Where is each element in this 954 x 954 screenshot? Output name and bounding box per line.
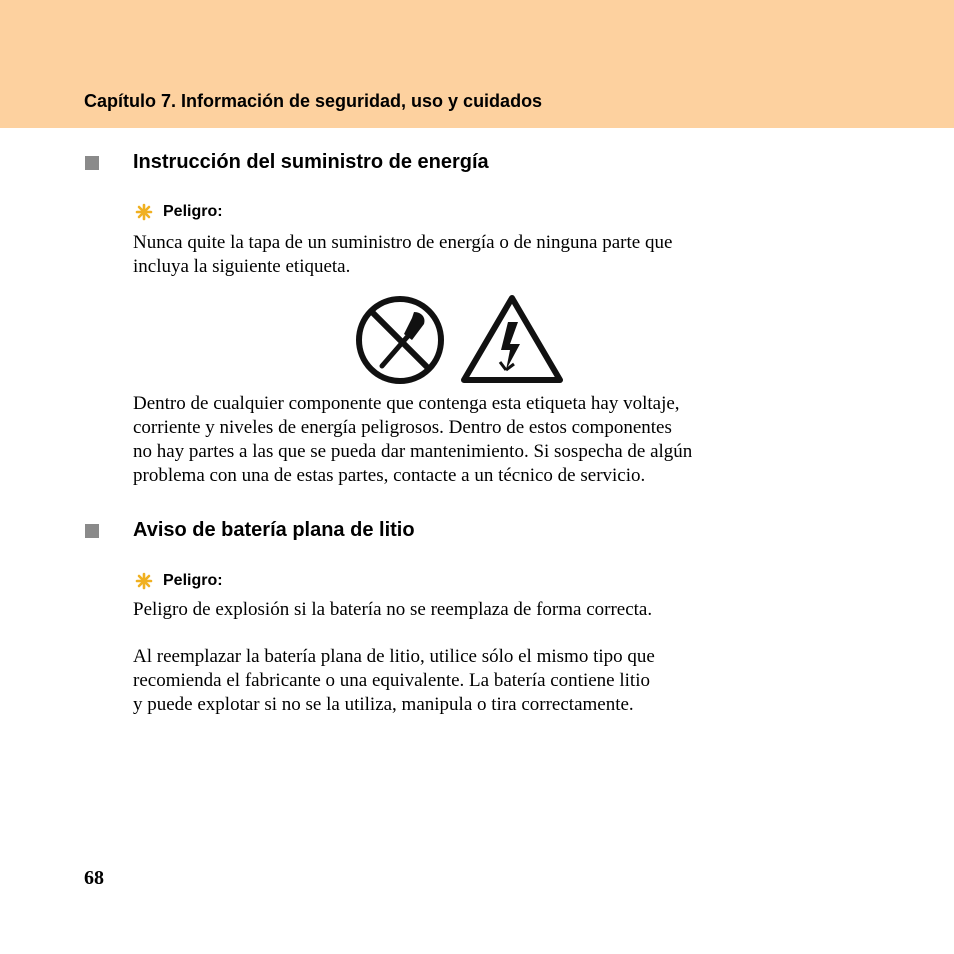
danger-label: Peligro: [163,203,223,220]
section-title-lithium-battery: Aviso de batería plana de litio [133,519,415,541]
section-bullet-icon [85,524,99,538]
high-voltage-warning-icon [460,294,564,386]
section-title-power-supply: Instrucción del suministro de energía [133,151,489,173]
section-bullet-icon [85,156,99,170]
power-supply-intro-paragraph [133,231,853,279]
safety-labels [354,294,564,386]
chapter-title: Capítulo 7. Información de seguridad, uso y cuidados [84,91,543,111]
paragraph-line: Al reemplazar la batería plana de litio, utilice sólo el mismo tipo que [133,646,655,667]
danger-label: Peligro: [163,572,223,589]
paragraph-line: problema con una de estas partes, contacte a un técnico de servicio. [133,465,646,486]
paragraph-line: recomienda el fabricante o una equivalente. La batería contiene litio [133,670,650,691]
paragraph-line: y puede explotar si no se la utiliza, manipula o tira correctamente. [133,694,634,715]
lithium-battery-body-paragraph [133,645,853,717]
paragraph-line: no hay partes a las que se pueda dar mantenimiento. Si sospecha de algún [133,441,693,462]
paragraph-line: Nunca quite la tapa de un suministro de energía o de ninguna parte que [133,232,673,253]
power-supply-body-paragraph [133,392,853,488]
paragraph-line: incluya la siguiente etiqueta. [133,256,351,277]
no-tools-icon [354,294,446,386]
lithium-battery-intro-paragraph [133,598,853,622]
paragraph-line: corriente y niveles de energía peligrosos. Dentro de estos componentes [133,417,672,438]
danger-asterisk-icon [135,572,153,590]
page-number: 68 [84,867,104,889]
paragraph-line: Peligro de explosión si la batería no se reemplaza de forma correcta. [133,599,653,620]
danger-asterisk-icon [135,203,153,221]
paragraph-line: Dentro de cualquier componente que contenga esta etiqueta hay voltaje, [133,393,680,414]
